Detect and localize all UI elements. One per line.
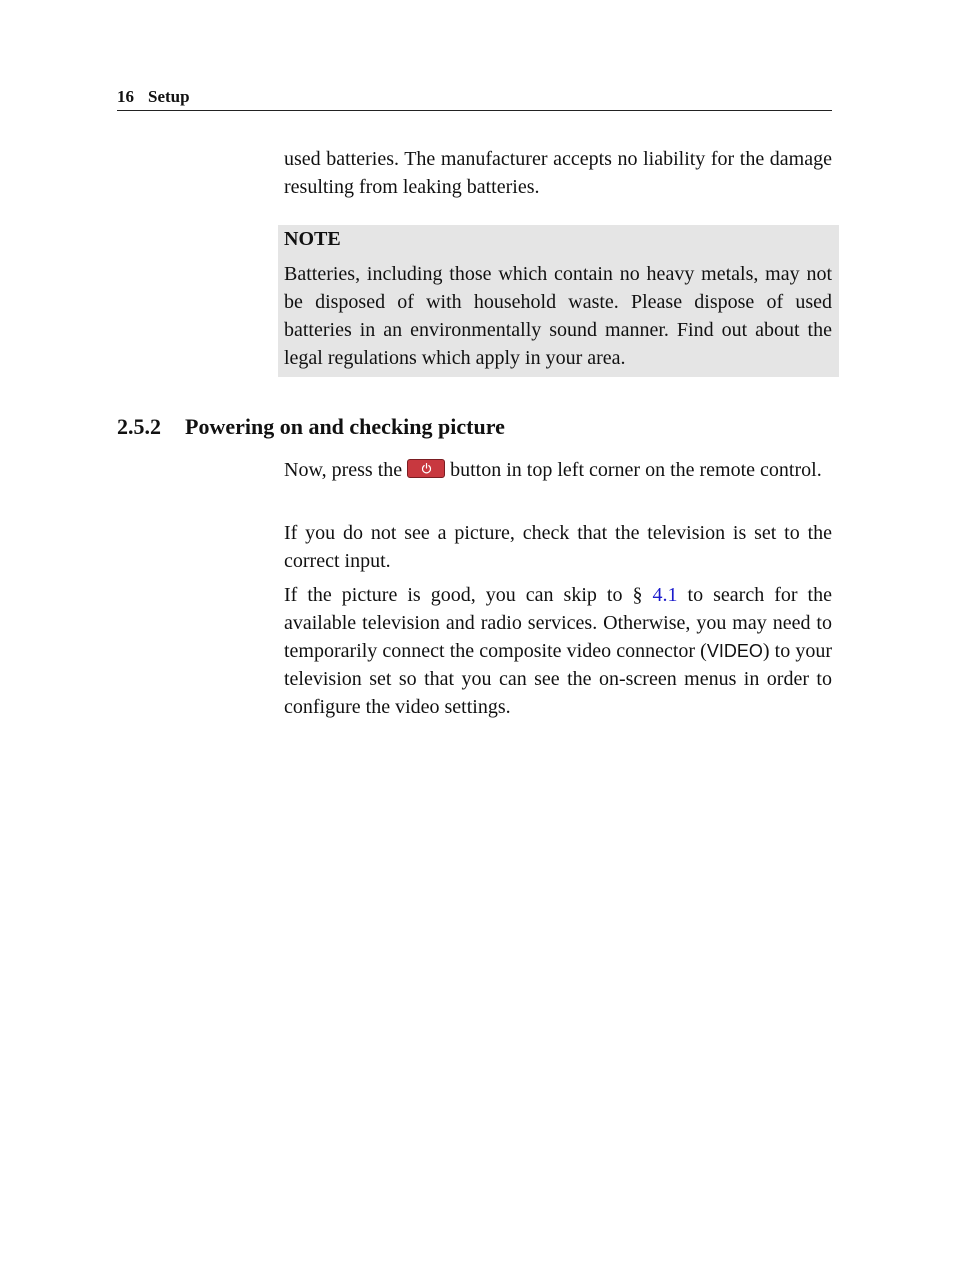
section-number: 2.5.2 (117, 414, 161, 439)
good-picture-text-before: If the picture is good, you can skip to § (284, 584, 653, 606)
section-title: Powering on and checking picture (185, 414, 505, 439)
good-picture-text-middle: to search for the available television and radio services. Otherwise, you may need to temporarily connect the composite video connector ( (284, 584, 832, 662)
section-4-1-link[interactable]: 4.1 (652, 584, 678, 606)
video-connector-label: VIDEO (706, 641, 763, 661)
good-picture-text-after: ) to your television set so that you can see the on-screen menus in order to configure the video settings. (284, 640, 832, 718)
note-text: Batteries, including those which contain no heavy metals, may not be disposed of with household waste. Please dispose of used batteries in an environmentally sound manner. Find out about the legal regulations which apply in your area. (284, 263, 832, 369)
power-icon (407, 459, 445, 478)
power-icon-glyph (421, 463, 432, 474)
power-instruction-text-before: Now, press the (284, 459, 408, 481)
section-heading (117, 412, 505, 442)
chapter-name: Setup (148, 87, 190, 106)
power-instruction-text-after: button in top left corner on the remote control. (445, 459, 822, 481)
intro-paragraph: used batteries. The manufacturer accepts no liability for the damage resulting from leaking batteries. (284, 148, 832, 198)
power-instruction-paragraph (284, 456, 832, 484)
running-header (117, 86, 832, 111)
note-box (278, 225, 839, 377)
no-picture-paragraph: If you do not see a picture, check that the television is set to the correct input. (284, 522, 832, 572)
note-title: NOTE (284, 228, 341, 250)
good-picture-paragraph (284, 581, 832, 721)
page-number: 16 (117, 87, 134, 106)
